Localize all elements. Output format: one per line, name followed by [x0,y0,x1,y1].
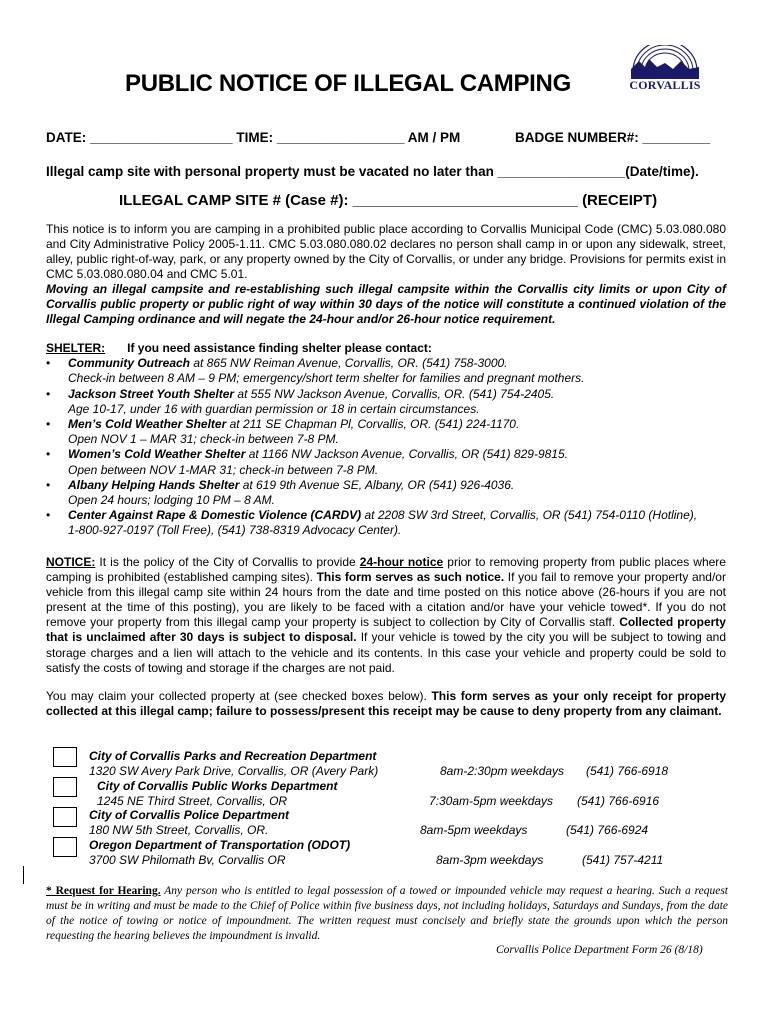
list-item [46,478,736,508]
shelter-name: Center Against Rape & Domestic Violence (CARDV) [68,508,362,523]
location-name: City of Corvallis Police Department [89,808,290,822]
shelter-hours: Open NOV 1 – MAR 31; check-in between 7-8 PM. [68,432,339,447]
shelter-hours: Check-in between 8 AM – 9 PM; emergency/short term shelter for families and pregnant mothers. [68,371,585,386]
hearing-paragraph [46,884,728,944]
shelter-detail: at 555 NW Jackson Avenue, Corvallis, OR. (541) 754-2405. [234,386,555,401]
logo-text: CORVALLIS [629,78,701,92]
claim-text: You may claim your collected property at (see checked boxes below). [46,689,432,703]
list-item [46,387,736,417]
notice-text: If your vehicle is towed by the city you will be subject to towing and storage charges and a lien will attach to the vehicle and its contents. In this case your vehicle and property could be sold to satisfy the costs of towing and storage if the charges are not paid. [46,630,726,675]
location-hours: 7:30am-5pm weekdays [429,794,554,808]
bullet-icon: • [46,386,51,401]
location-address: 3700 SW Philomath Bv, Corvallis OR [89,853,286,867]
shelter-detail: at 865 NW Reiman Avenue, Corvallis, OR. (541) 758-3000. [190,356,508,371]
location-phone: (541) 766-6924 [566,823,649,837]
shelter-name: Men’s Cold Weather Shelter [68,417,227,432]
hearing-label: * Request for Hearing. [46,885,161,897]
location-address: 1320 SW Avery Park Drive, Corvallis, OR (Avery Park) [89,764,379,778]
text-cursor [23,866,24,884]
form-footer: Corvallis Police Department Form 26 (8/18) [496,944,703,956]
shelter-heading [46,341,736,356]
notice-disposal: Collected property that is unclaimed after 30 days is subject to disposal. [46,615,726,645]
location-phone: (541) 766-6918 [586,764,669,778]
location-hours: 8am-2:30pm weekdays [440,764,565,778]
shelter-detail: at 211 SE Chapman Pl, Corvallis, OR. (541) 224-1170. [226,417,520,432]
shelter-hours: 1-800-927-0197 (Toll Free), (541) 738-8319 Advocacy Center). [68,523,402,538]
notice-text: If you fail to remove your property and/or vehicle from this illegal camp site within 24 hours from the date and time posted on this notice above (26-hours if you are not present at the time of this posting), you are likely to be faced with a citation and/or have your vehicle towed*. If you do not remove your property from this illegal camp your property is subject to collection by City of Corvallis staff. [46,570,726,630]
list-item [46,508,736,538]
shelter-detail: at 2208 SW 3rd Street, Corvallis, OR (541) 754-0110 (Hotline), [361,508,698,523]
checkbox-parks-recreation[interactable] [53,747,77,767]
list-item [46,447,736,477]
location-name: City of Corvallis Parks and Recreation Department [89,749,377,763]
location-name: City of Corvallis Public Works Department [97,779,338,793]
case-number-line: ILLEGAL CAMP SITE # (Case #): ___________________________ (RECEIPT) [119,192,658,209]
shelter-list [46,356,736,538]
shelter-hours: Open between NOV 1-MAR 31; check-in between 7-8 PM. [68,462,379,477]
shelter-heading-text: If you need assistance finding shelter please contact: [127,341,432,355]
bullet-icon: • [46,508,51,523]
shelter-section [46,341,736,539]
bullet-icon: • [46,477,51,492]
corvallis-logo [625,45,705,100]
location-hours: 8am-5pm weekdays [420,823,528,837]
location-hours: 8am-3pm weekdays [436,853,544,867]
corvallis-logo-icon [625,45,705,81]
list-item [46,417,736,447]
list-item [46,356,736,386]
shelter-label: SHELTER: [46,341,106,355]
bullet-icon: • [46,417,51,432]
date-time-line: DATE: ___________________ TIME: _________________ AM / PM [46,130,461,145]
shelter-hours: Age 10-17, under 16 with guardian permission or 18 in certain circumstances. [68,401,480,416]
notice-form-notice: This form serves as such notice. [316,570,505,585]
bullet-icon: • [46,356,51,371]
checkbox-public-works[interactable] [53,777,77,797]
location-address: 180 NW 5th Street, Corvallis, OR. [89,823,269,837]
bullet-icon: • [46,447,51,462]
shelter-detail: at 619 9th Avenue SE, Albany, OR (541) 926-4036. [239,477,515,492]
location-phone: (541) 766-6916 [577,794,660,808]
vacate-deadline-line: Illegal camp site with personal property must be vacated no later than _________________(Date/time). [46,164,699,179]
notice-text: It is the policy of the City of Corvallis to provide [95,555,360,569]
notice-paragraph [46,555,726,676]
shelter-name: Women’s Cold Weather Shelter [68,447,246,462]
hearing-text: Any person who is entitled to legal possession of a towed or impounded vehicle may request a hearing. Such a request must be in writing and must be made to the Chief of Police within five business days, not including holidays, Saturdays and Sundays, from the date of the notice of towing or notice of impoundment. The written request must concisely and briefly state the grounds upon which the person requesting the hearing believes the impoundment is invalid. [46,885,728,942]
location-address: 1245 NE Third Street, Corvallis, OR [97,794,288,808]
notice-text: prior to removing property from public places where camping is prohibited (established camping sites). [46,555,726,585]
checkbox-police-department[interactable] [53,807,77,827]
checkbox-odot[interactable] [53,837,77,857]
notice-24hr: 24-hour notice [359,555,444,569]
shelter-name: Community Outreach [68,356,191,371]
shelter-name: Albany Helping Hands Shelter [68,477,240,492]
location-name: Oregon Department of Transportation (ODOT) [89,838,351,852]
shelter-name: Jackson Street Youth Shelter [68,386,235,401]
location-phone: (541) 757-4211 [582,853,664,867]
intro-paragraph [46,222,726,327]
badge-number-line: BADGE NUMBER#: _________ [515,130,711,145]
page-title: PUBLIC NOTICE OF ILLEGAL CAMPING [125,70,571,97]
claim-paragraph [46,689,726,719]
claim-receipt-warning: This form serves as your only receipt for property collected at this illegal camp; failure to possess/present this receipt may be cause to deny property from any claimant. [46,689,726,718]
notice-label: NOTICE: [46,555,96,569]
shelter-hours: Open 24 hours; lodging 10 PM – 8 AM. [68,493,276,508]
intro-text: This notice is to inform you are camping in a prohibited public place according to Corvallis Municipal Code (CMC) 5.03.080.080 and City Administrative Policy 2005-1.11. CMC 5.03.080.080.02 declares no person shall camp in or upon any sidewalk, street, alley, public right-of-way, park, or any property owned by the City of Corvallis, or under any bridge. Provisions for permits exist in CMC 5.03.080.080.04 and CMC 5.01. [46,222,726,281]
shelter-detail: at 1166 NW Jackson Avenue, Corvallis, OR (541) 829-9815. [245,447,568,462]
intro-warning: Moving an illegal campsite and re-establishing such illegal campsite within the Corvallis city limits or upon City of Corvallis public property or public right of way within 30 days of the notice will constitute a continued violation of the Illegal Camping ordinance and will negate the 24-hour and/or 26-hour notice requirement. [46,282,726,326]
